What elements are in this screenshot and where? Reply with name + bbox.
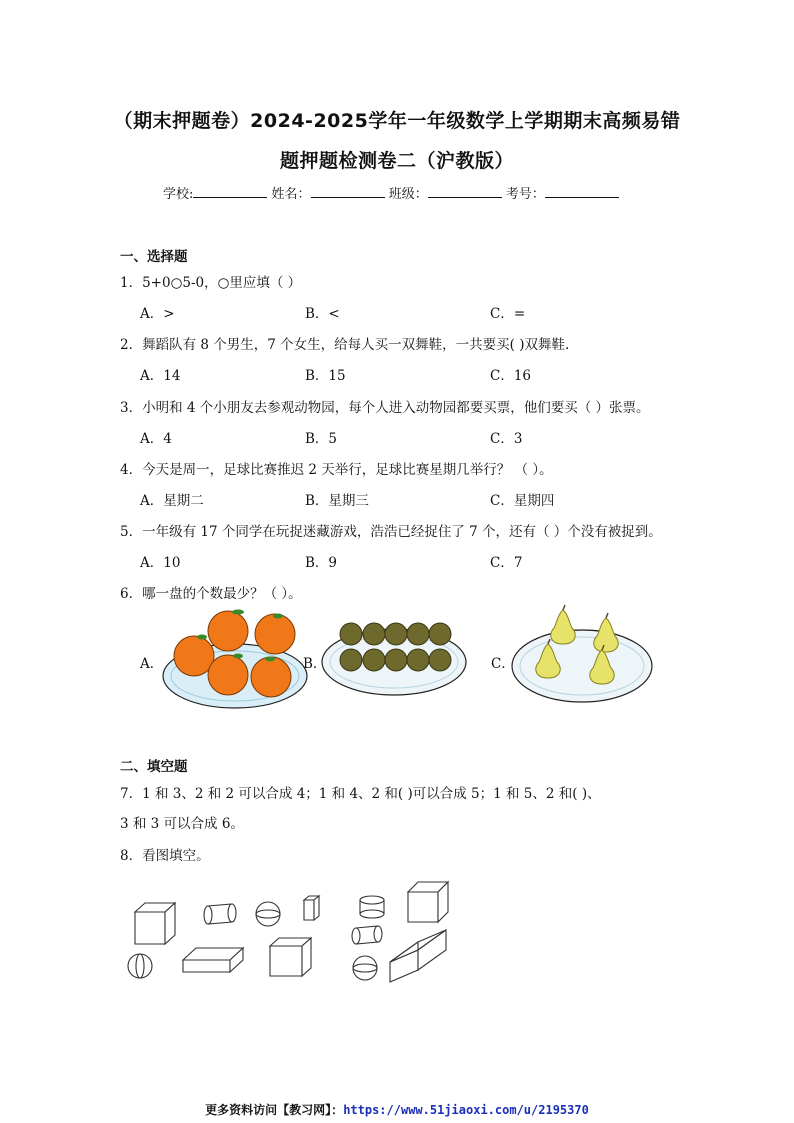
- sphere-1: [256, 902, 280, 926]
- q2-option-a: A．14: [140, 368, 181, 384]
- class-blank: [428, 186, 502, 198]
- plate-pears-image: [510, 602, 655, 708]
- q5-option-c: C．7: [490, 555, 523, 571]
- q2-option-c: C．16: [490, 368, 532, 384]
- solid-shapes-figure: [120, 872, 480, 984]
- q4-option-b: B．星期三: [305, 493, 369, 509]
- question-3: 3．小明和 4 个小朋友去参观动物园，每个人进入动物园都要买票，他们要买（ ）张票。: [120, 400, 650, 416]
- question-2: 2．舞蹈队有 8 个男生，7 个女生，给每人买一双舞鞋，一共要买( )双舞鞋.: [120, 337, 570, 353]
- q5-option-b: B．9: [305, 555, 338, 571]
- q3-option-c: C．3: [490, 431, 523, 447]
- school-label: 学校:: [163, 187, 194, 202]
- question-6: 6．哪一盘的个数最少？（ ）。: [120, 586, 302, 602]
- question-4: 4．今天是周一，足球比赛推迟 2 天举行，足球比赛星期几举行？ （ ）。: [120, 462, 553, 478]
- sphere-3: [353, 956, 377, 980]
- q6-option-b: B．: [303, 656, 327, 672]
- cuboid-long: [390, 930, 446, 982]
- q3-option-a: A．4: [140, 431, 172, 447]
- plate-oranges-image: [160, 604, 310, 712]
- cylinder-1: [204, 904, 236, 924]
- q1-option-b: B．<: [305, 306, 340, 322]
- name-blank: [311, 186, 385, 198]
- cuboid-flat: [183, 948, 243, 972]
- section-heading-fill: 二、填空题: [120, 759, 188, 775]
- plate-kiwis-image: [320, 612, 468, 698]
- student-info-line: [163, 183, 619, 202]
- question-7-line1: 7．1 和 3、2 和 2 可以合成 4；1 和 4、2 和( )可以合成 5；1 和 5、2 和( )、: [120, 786, 601, 802]
- cylinder-3: [352, 926, 382, 944]
- section-heading-choice: 一、选择题: [120, 249, 188, 265]
- number-blank: [545, 186, 619, 198]
- question-5: 5．一年级有 17 个同学在玩捉迷藏游戏，浩浩已经捉住了 7 个，还有（ ）个没有被捉到。: [120, 524, 662, 540]
- cube-3: [270, 938, 311, 976]
- q2-option-b: B．15: [305, 368, 346, 384]
- cuboid-thin: [304, 896, 319, 920]
- page-title-line1: （期末押题卷）2024-2025学年一年级数学上学期期末高频易错: [113, 110, 681, 132]
- q3-option-b: B．5: [305, 431, 338, 447]
- footer-prefix: 更多资料访问【教习网】：: [205, 1103, 344, 1117]
- q6-option-a: A．: [140, 656, 164, 672]
- q4-option-c: C．星期四: [490, 493, 555, 509]
- number-label: 考号：: [505, 187, 545, 202]
- sphere-2: [128, 954, 152, 978]
- q1-option-a: A．>: [140, 306, 175, 322]
- q1-option-c: C．=: [490, 306, 526, 322]
- question-8: 8．看图填空。: [120, 848, 210, 864]
- class-label: 班级：: [388, 187, 428, 202]
- q6-option-c: C．: [491, 656, 515, 672]
- q5-option-a: A．10: [140, 555, 181, 571]
- name-label: 姓名：: [271, 187, 311, 202]
- cube-2: [408, 882, 448, 922]
- question-7-line2: 3 和 3 可以合成 6。: [120, 816, 244, 832]
- footer-url[interactable]: https://www.51jiaoxi.com/u/2195370: [343, 1103, 589, 1117]
- cube-1: [135, 903, 175, 944]
- page-title-line2: 题押题检测卷二（沪教版）: [279, 150, 514, 172]
- q4-option-a: A．星期二: [140, 493, 204, 509]
- footer-link[interactable]: [0, 1101, 794, 1118]
- school-blank: [193, 186, 267, 198]
- cylinder-2: [360, 896, 384, 918]
- question-1: 1．5+0○5-0，○里应填（ ）: [120, 275, 302, 291]
